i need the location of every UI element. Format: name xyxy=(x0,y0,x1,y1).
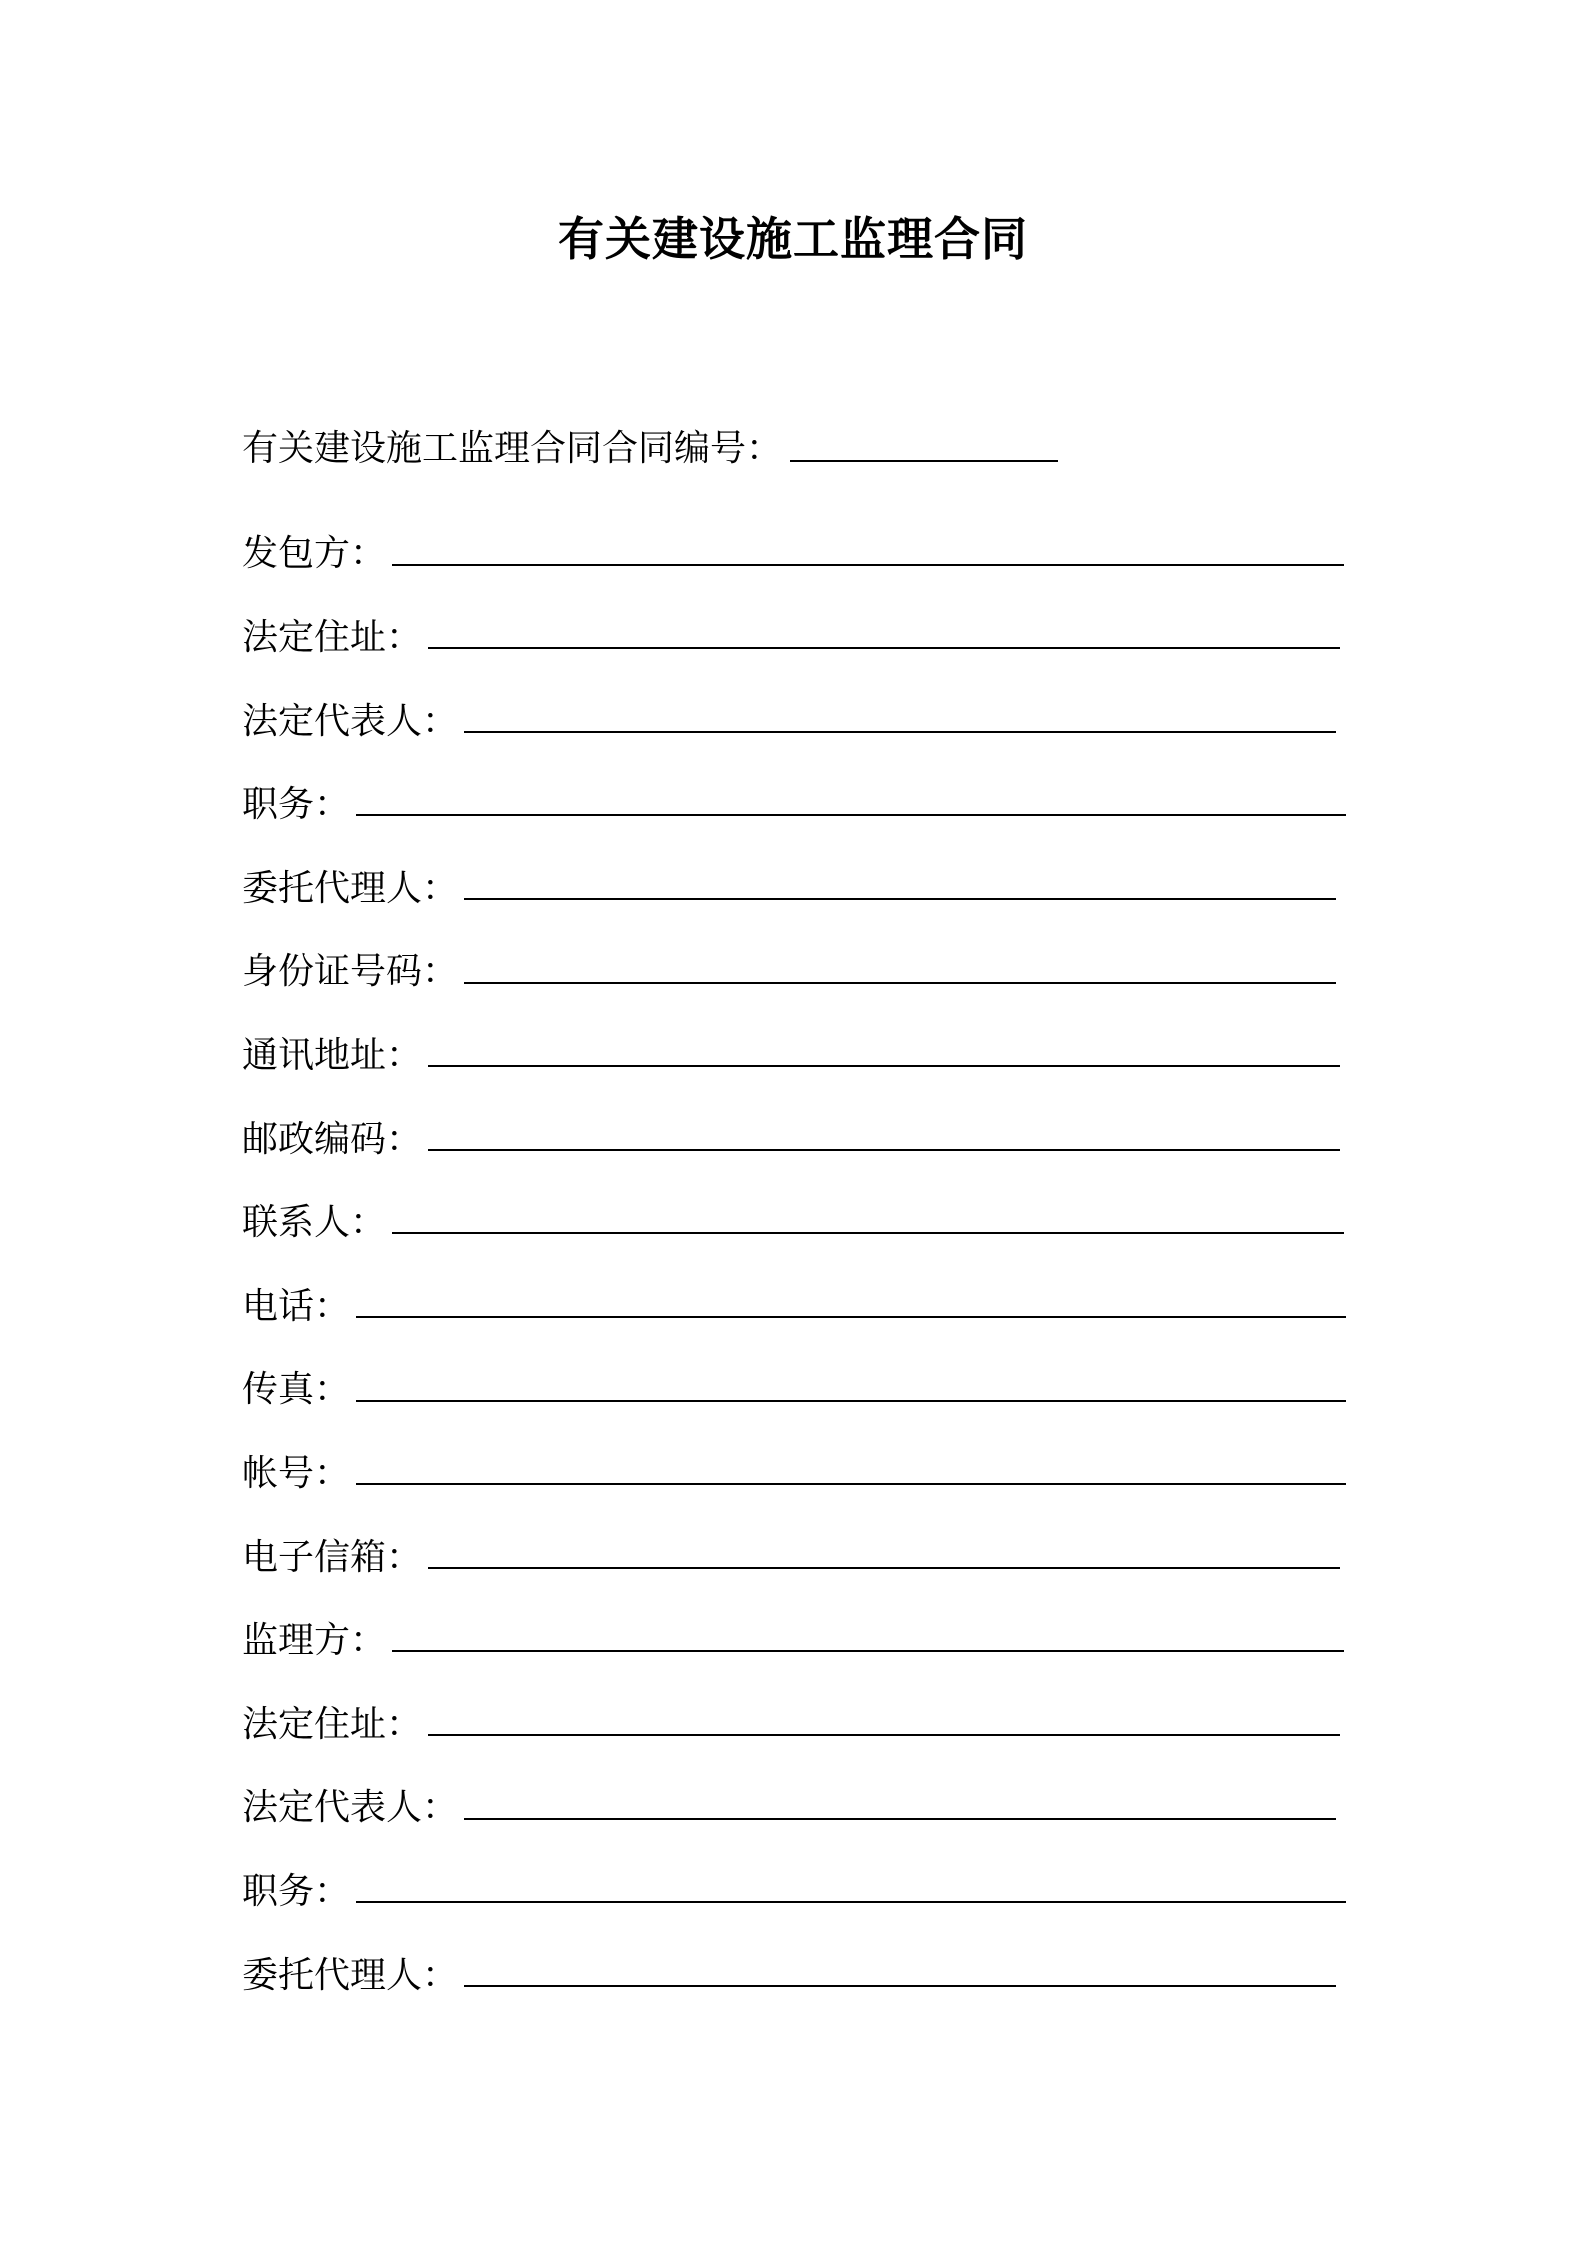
document-title: 有关建设施工监理合同 xyxy=(558,212,1028,266)
field-blank[interactable] xyxy=(356,1400,1346,1402)
field-blank[interactable] xyxy=(428,647,1340,649)
field-blank[interactable] xyxy=(356,814,1346,816)
field-blank[interactable] xyxy=(356,1483,1346,1485)
field-row-legal-representative xyxy=(242,1752,1352,1836)
field-blank[interactable] xyxy=(392,564,1344,566)
field-label: 身份证号码： xyxy=(242,951,459,993)
field-label: 法定住址： xyxy=(242,1703,423,1745)
field-label: 邮政编码： xyxy=(242,1118,423,1160)
field-row-id-number xyxy=(242,916,1352,1000)
field-row-account xyxy=(242,1418,1352,1502)
field-blank[interactable] xyxy=(392,1232,1344,1234)
field-blank[interactable] xyxy=(464,1818,1336,1820)
field-row-position xyxy=(242,1836,1352,1920)
field-row-legal-representative xyxy=(242,665,1352,749)
field-row-fax xyxy=(242,1334,1352,1418)
contract-number-blank[interactable] xyxy=(790,460,1058,462)
field-blank[interactable] xyxy=(428,1734,1340,1736)
field-label: 电话： xyxy=(242,1285,351,1327)
party-info-list xyxy=(242,498,1352,2003)
field-label: 电子信箱： xyxy=(242,1536,423,1578)
field-label: 传真： xyxy=(242,1369,351,1411)
field-blank[interactable] xyxy=(464,898,1336,900)
field-label: 通讯地址： xyxy=(242,1034,423,1076)
field-label: 法定代表人： xyxy=(242,1787,459,1829)
field-label: 发包方： xyxy=(242,533,387,575)
field-label: 监理方： xyxy=(242,1620,387,1662)
contract-number-label: 有关建设施工监理合同合同编号： xyxy=(242,427,783,469)
contract-number-row xyxy=(242,410,1058,470)
field-row-supervisor xyxy=(242,1585,1352,1669)
field-label: 法定代表人： xyxy=(242,700,459,742)
field-blank[interactable] xyxy=(356,1316,1346,1318)
field-row-mailing-address xyxy=(242,1000,1352,1084)
field-row-contact-person xyxy=(242,1167,1352,1251)
field-label: 委托代理人： xyxy=(242,1954,459,1996)
field-row-authorized-agent xyxy=(242,832,1352,916)
field-blank[interactable] xyxy=(428,1149,1340,1151)
field-blank[interactable] xyxy=(356,1901,1346,1903)
field-row-authorized-agent xyxy=(242,1919,1352,2003)
field-row-employer xyxy=(242,498,1352,582)
field-blank[interactable] xyxy=(428,1065,1340,1067)
field-label: 联系人： xyxy=(242,1202,387,1244)
field-label: 职务： xyxy=(242,1870,351,1912)
field-row-postal-code xyxy=(242,1083,1352,1167)
field-row-email xyxy=(242,1501,1352,1585)
field-label: 委托代理人： xyxy=(242,867,459,909)
field-label: 法定住址： xyxy=(242,617,423,658)
field-blank[interactable] xyxy=(464,1985,1336,1987)
field-label: 职务： xyxy=(242,784,351,826)
field-row-legal-address xyxy=(242,1668,1352,1752)
field-blank[interactable] xyxy=(392,1650,1344,1652)
field-blank[interactable] xyxy=(428,1567,1340,1569)
field-row-position xyxy=(242,749,1352,833)
field-label: 帐号： xyxy=(242,1452,351,1494)
field-blank[interactable] xyxy=(464,982,1336,984)
field-row-phone xyxy=(242,1250,1352,1334)
field-blank[interactable] xyxy=(464,731,1336,733)
field-row-legal-address xyxy=(242,582,1352,666)
